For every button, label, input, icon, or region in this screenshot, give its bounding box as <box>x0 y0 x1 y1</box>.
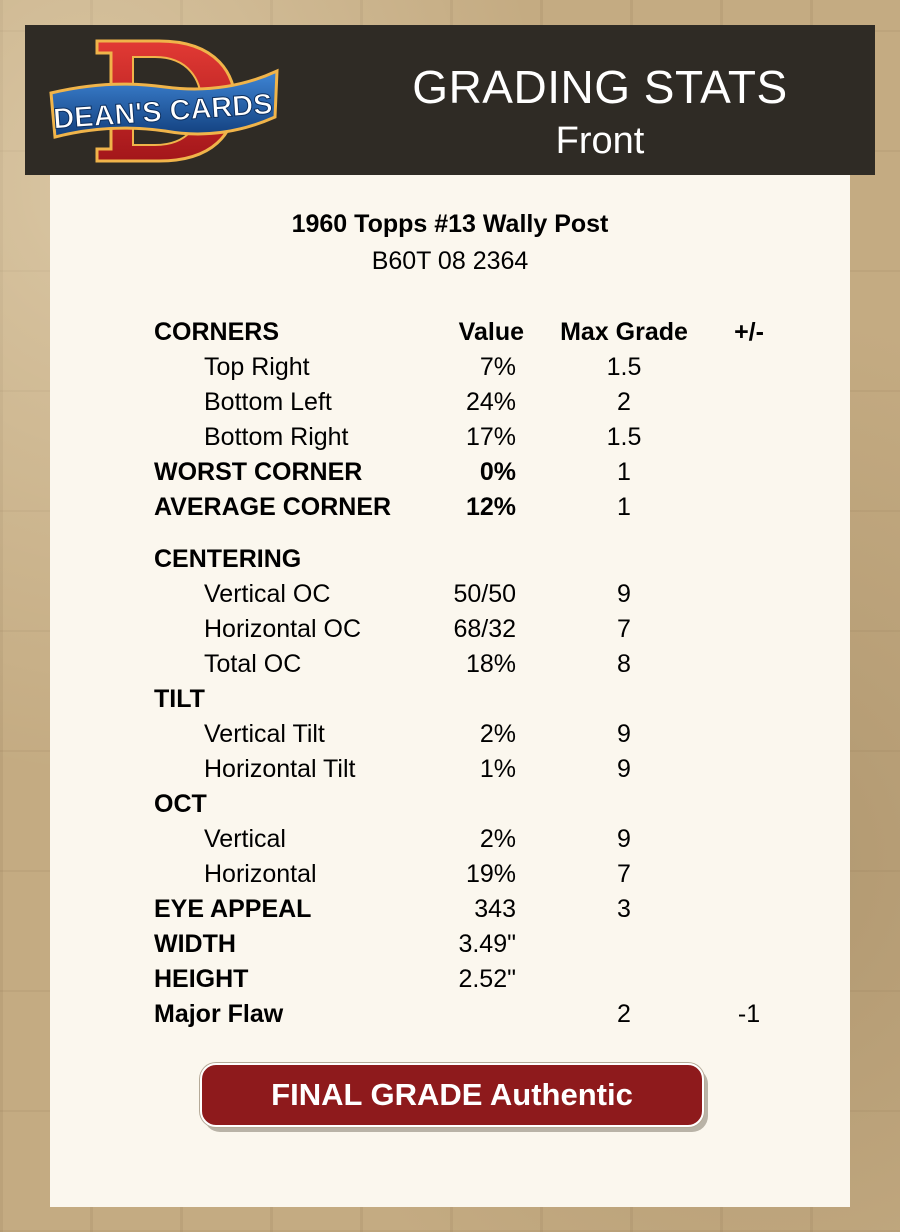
row-max-grade: 1 <box>617 458 631 486</box>
table-row <box>154 455 794 490</box>
card-name: 1960 Topps #13 Wally Post <box>291 210 609 238</box>
row-value: 24% <box>465 388 516 416</box>
row-max-grade: 7 <box>617 860 631 888</box>
tilt-heading: TILT <box>154 685 205 713</box>
final-grade-button[interactable]: FINAL GRADE Authentic <box>200 1063 704 1127</box>
row-value: 3.49" <box>458 930 516 958</box>
row-label: Horizontal OC <box>204 615 361 643</box>
row-label: Bottom Right <box>204 423 349 451</box>
table-row <box>154 822 794 857</box>
oct-heading: OCT <box>154 790 207 818</box>
table-row <box>154 385 794 420</box>
row-plus-minus: -1 <box>737 1000 761 1028</box>
row-max-grade: 1 <box>617 493 631 521</box>
row-label: Major Flaw <box>154 1000 284 1028</box>
plus-minus-column-header: +/- <box>734 318 764 346</box>
row-value: 1% <box>479 755 516 783</box>
row-max-grade: 7 <box>617 615 631 643</box>
row-value: 2% <box>479 825 516 853</box>
row-label: AVERAGE CORNER <box>154 493 392 521</box>
row-max-grade: 8 <box>617 650 631 678</box>
row-label: Total OC <box>204 650 302 678</box>
table-row <box>154 717 794 752</box>
table-header-row <box>154 315 794 350</box>
section-heading-row <box>154 787 794 822</box>
row-max-grade: 2 <box>617 1000 631 1028</box>
corners-heading: CORNERS <box>154 318 280 346</box>
row-value: 2.52" <box>458 965 516 993</box>
row-label: WORST CORNER <box>154 458 363 486</box>
stats-panel <box>50 175 850 1207</box>
title-block <box>325 25 875 175</box>
table-row <box>154 577 794 612</box>
row-value: 68/32 <box>453 615 516 643</box>
row-max-grade: 9 <box>617 825 631 853</box>
logo-text: DEAN'S CARDS <box>52 88 274 136</box>
row-label: HEIGHT <box>154 965 249 993</box>
table-row <box>154 647 794 682</box>
table-row <box>154 927 794 962</box>
row-value: 0% <box>479 458 516 486</box>
row-label: Top Right <box>204 353 310 381</box>
table-row <box>154 997 794 1032</box>
table-row <box>154 350 794 385</box>
page-subtitle: Front <box>555 120 645 162</box>
centering-heading: CENTERING <box>154 545 302 573</box>
row-label: Vertical OC <box>204 580 331 608</box>
table-row <box>154 752 794 787</box>
max-grade-column-header: Max Grade <box>560 318 688 346</box>
row-max-grade: 9 <box>617 580 631 608</box>
row-label: Vertical Tilt <box>204 720 325 748</box>
page-title: GRADING STATS <box>412 61 788 113</box>
row-max-grade: 3 <box>617 895 631 923</box>
section-heading-row <box>154 542 794 577</box>
row-max-grade: 1.5 <box>606 423 642 451</box>
row-value: 17% <box>465 423 516 451</box>
row-value: 343 <box>474 895 516 923</box>
row-label: WIDTH <box>154 930 236 958</box>
row-label: EYE APPEAL <box>154 895 312 923</box>
table-row <box>154 490 794 525</box>
table-row <box>154 612 794 647</box>
row-value: 2% <box>479 720 516 748</box>
row-label: Vertical <box>204 825 286 853</box>
table-row <box>154 857 794 892</box>
row-value: 50/50 <box>453 580 516 608</box>
card-cert-number: B60T 08 2364 <box>371 247 529 275</box>
value-column-header: Value <box>458 318 524 346</box>
row-value: 7% <box>479 353 516 381</box>
row-label: Horizontal <box>204 860 317 888</box>
page-header <box>25 25 875 175</box>
row-label: Horizontal Tilt <box>204 755 356 783</box>
row-value: 19% <box>465 860 516 888</box>
row-value: 12% <box>465 493 516 521</box>
table-row <box>154 420 794 455</box>
row-max-grade: 1.5 <box>606 353 642 381</box>
row-max-grade: 9 <box>617 755 631 783</box>
row-max-grade: 9 <box>617 720 631 748</box>
section-heading-row <box>154 682 794 717</box>
row-value: 18% <box>465 650 516 678</box>
grading-stats-table <box>154 315 794 1032</box>
table-row <box>154 962 794 997</box>
row-label: Bottom Left <box>204 388 332 416</box>
row-max-grade: 2 <box>617 388 631 416</box>
deans-cards-logo <box>49 37 281 165</box>
table-row <box>154 892 794 927</box>
